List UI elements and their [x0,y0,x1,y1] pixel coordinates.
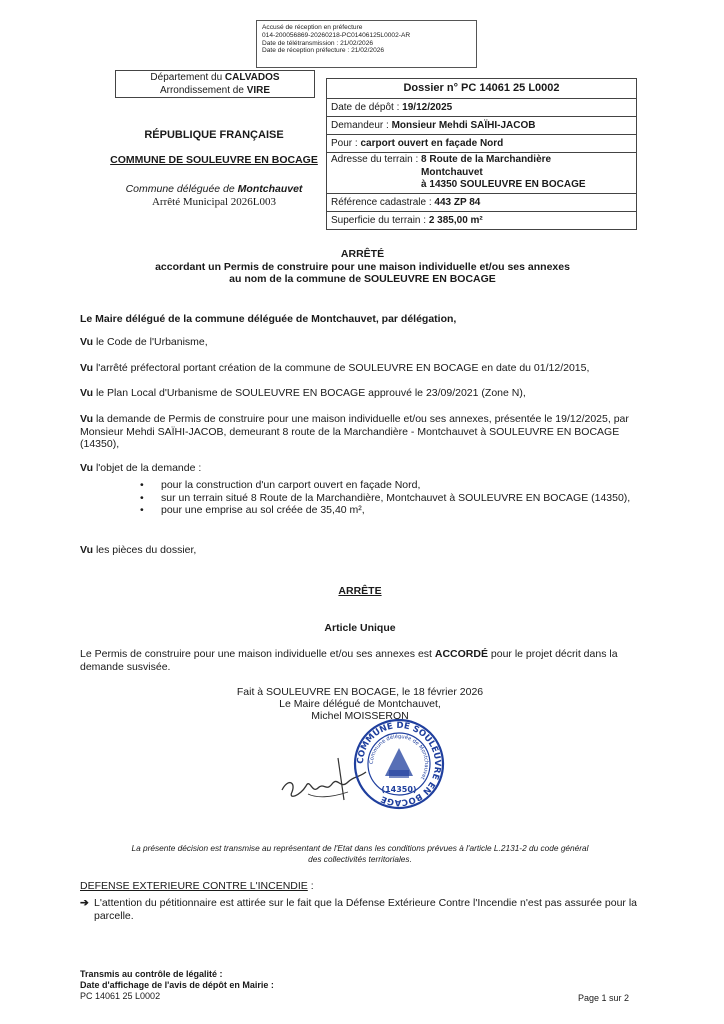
defense-text: L'attention du pétitionnaire est attirée sur le fait que la Défense Extérieure Contre l'Incendie n'est pas assurée pour la parcelle. [94,897,638,922]
defense-colon: : [307,880,314,892]
reference-label: Référence cadastrale : [331,196,435,208]
vu-paragraph [80,544,640,557]
accorde-word: ACCORDÉ [434,648,488,660]
arrete-number: Arrêté Municipal 2026L003 [151,196,277,208]
defense-heading [80,880,314,892]
vu-label: Vu [80,362,94,374]
footer-legalite: Transmis au contrôle de légalité : [80,969,223,979]
prefecture-reception-stamp [256,20,477,68]
commune-deleguee [90,183,338,195]
dossier-row-demandeur [327,116,636,134]
vu-paragraph [80,387,640,400]
vu-label: Vu [80,387,94,399]
arrondissement-name: VIRE [246,84,271,96]
deleguee-name: Montchauvet [237,183,303,195]
list-item [140,492,640,505]
dossier-row-pour [327,134,636,152]
signature-name: Michel MOISSERON [311,710,409,722]
stamp-line: Date de réception préfecture : 21/02/2026 [262,47,385,55]
vu-paragraph [80,413,640,451]
municipal-seal [353,718,445,810]
note-line: des collectivités territoriales. [308,853,412,864]
arrondissement-prefix: Arrondissement de [159,84,247,96]
article-text-start: Le Permis de construire pour une maison individuelle et/ou ses annexes est [80,648,435,660]
title-line: ARRÊTÉ [340,248,385,260]
vu-label: Vu [80,336,94,348]
bullet-icon: • [140,504,144,516]
list-item-text: pour une emprise au sol créée de 35,40 m², [161,504,365,516]
demandeur-label: Demandeur : [331,120,392,131]
list-item-text: sur un terrain situé 8 Route de la Marchandière, Montchauvet à SOULEUVRE EN BOCAGE (14350), [161,491,631,504]
dossier-row-depot [327,98,636,116]
article-heading: Article Unique [324,622,396,634]
deleguee-prefix: Commune déléguée de [125,183,238,195]
vu-paragraph [80,462,640,475]
department-prefix: Département du [150,72,225,83]
title-line: accordant un Permis de construire pour une maison individuelle et/ou ses annexes [155,260,570,273]
adresse-label: Adresse du terrain : [331,154,422,165]
list-item [140,479,640,492]
page-number: Page 1 sur 2 [578,993,630,1003]
arrondissement-line [116,85,314,98]
article-text-end: pour le projet décrit dans la demande susvisée. [80,648,618,673]
seal-subtext: Commune déléguée de Montchauvet [368,733,430,781]
vu-text: l'objet de la demande : [93,462,202,474]
vu-label: Vu [80,462,94,474]
adresse-line: 8 Route de la Marchandière [421,154,552,165]
reference-value: 443 ZP 84 [434,196,481,208]
transmission-note [80,843,640,864]
maire-heading: Le Maire délégué de la commune déléguée de Montchauvet, par délégation, [80,313,457,325]
bullet-icon: • [140,479,144,491]
objet-list [140,479,640,517]
pour-label: Pour : [331,138,361,149]
note-line: La présente décision est transmise au représentant de l'Etat dans les conditions prévues à l'article L.2131-2 du code général [131,843,589,853]
list-item-text: pour la construction d'un carport ouvert en façade Nord, [161,479,421,491]
depot-value: 19/12/2025 [402,102,453,113]
bullet-icon: • [140,491,144,504]
republique-heading: RÉPUBLIQUE FRANÇAISE [144,129,284,141]
stamp-line: Accusé de réception en préfecture [262,24,363,31]
seal-code: (14350) [381,785,417,794]
stamp-line: 014-200056869-20260218-PC01406125L0002-AR [262,31,411,39]
adresse-value [421,154,586,192]
seal-text: COMMUNE DE SOULEUVRE EN BOCAGE [355,720,443,808]
vu-text: le Plan Local d'Urbanisme de SOULEUVRE EN BOCAGE approuvé le 23/09/2021 (Zone N), [93,387,526,399]
dossier-row-superficie [327,211,636,229]
vu-text: les pièces du dossier, [93,544,197,556]
adresse-line: à 14350 SOULEUVRE EN BOCAGE [421,179,586,190]
signature-role: Le Maire délégué de Montchauvet, [279,698,441,710]
vu-paragraph [80,336,640,349]
superficie-label: Superficie du terrain : [331,214,429,226]
depot-label: Date de dépôt : [331,102,403,113]
signature-block [80,686,640,722]
vu-text: le Code de l'Urbanisme, [93,336,208,348]
vu-label: Vu [80,413,94,425]
adresse-line: Montchauvet [421,166,483,178]
list-item [140,504,640,517]
stamp-line: Date de télétransmission : 21/02/2026 [262,39,374,47]
vu-text: la demande de Permis de construire pour une maison individuelle et/ou ses annexes, présentée le 19/12/2025, par Monsieur Mehdi SAÏHI-JACOB, demeurant 8 route de la Marchandière - Montchauvet à SOULEUVRE EN BOCAGE (14350), [80,413,629,450]
arrete-heading: ARRÊTE [338,585,382,597]
vu-text: l'arrêté préfectoral portant création de la commune de SOULEUVRE EN BOCAGE en date du 01/12/2015, [93,362,590,374]
defense-note [80,897,640,922]
demandeur-value: Monsieur Mehdi SAÏHI-JACOB [391,120,536,131]
arrow-right-icon: ➔ [80,897,89,909]
dossier-row-adresse [327,152,636,193]
department-name: CALVADOS [224,72,280,83]
superficie-value: 2 385,00 m² [428,214,483,226]
pour-value: carport ouvert en façade Nord [360,138,504,149]
signature-place-date: Fait à SOULEUVRE EN BOCAGE, le 18 février 2026 [236,686,484,698]
vu-label: Vu [80,544,94,556]
document-title [90,248,635,286]
dossier-row-reference [327,193,636,211]
dossier-table [326,78,637,230]
title-line: au nom de la commune de SOULEUVRE EN BOCAGE [229,273,496,285]
footer-dossier-ref: PC 14061 25 L0002 [80,991,161,1001]
defense-title: DEFENSE EXTERIEURE CONTRE L'INCENDIE [80,880,308,892]
vu-paragraph [80,362,640,375]
footer-affichage: Date d'affichage de l'avis de dépôt en Mairie : [80,980,274,990]
department-line [116,72,314,85]
footer [80,969,274,1002]
dossier-title: Dossier n° PC 14061 25 L0002 [403,82,560,94]
article-text [80,648,640,673]
commune-heading: COMMUNE DE SOULEUVRE EN BOCAGE [110,154,318,166]
department-box [115,70,315,98]
